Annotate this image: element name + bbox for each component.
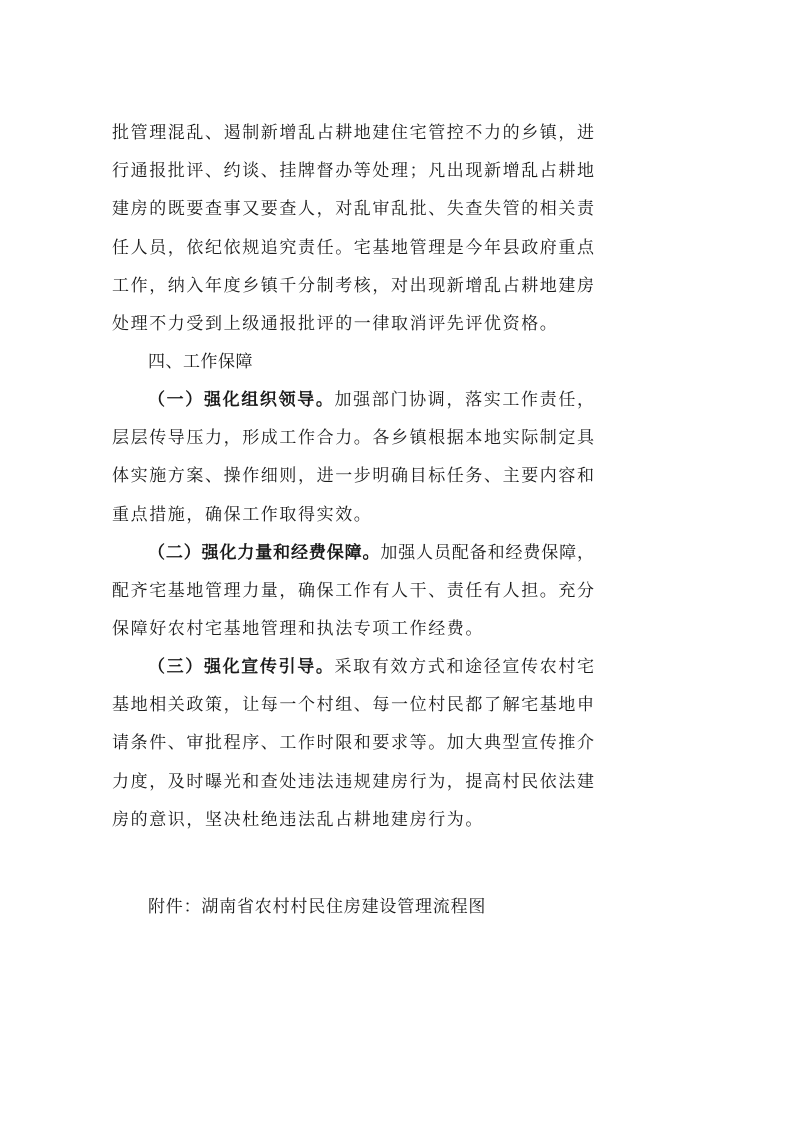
paragraph-line: 任人员，依纪依规追究责任。宅基地管理是今年县政府重点 [112, 238, 594, 258]
paragraph-line: 体实施方案、操作细则，进一步明确目标任务、主要内容和 [112, 466, 594, 486]
paragraph-line: 房的意识，坚决杜绝违法乱占耕地建房行为。 [112, 810, 484, 830]
paragraph-line: 批管理混乱、遏制新增乱占耕地建住宅管控不力的乡镇，进 [112, 123, 594, 143]
subsection-first-line [148, 389, 594, 411]
subsection-first-line [148, 656, 594, 678]
paragraph-line: 工作，纳入年度乡镇千分制考核，对出现新增乱占耕地建房 [112, 276, 594, 296]
paragraph-line: 基地相关政策，让每一个村组、每一位村民都了解宅基地申 [112, 695, 594, 715]
subsection-title: （一）强化组织领导。 [148, 390, 335, 410]
paragraph-line: 配齐宅基地管理力量，确保工作有人干、责任有人担。充分 [112, 581, 594, 601]
paragraph-text: 加强部门协调，落实工作责任， [334, 390, 595, 410]
paragraph-line: 建房的既要查事又要查人，对乱审乱批、失查失管的相关责 [112, 199, 594, 219]
paragraph-line: 请条件、审批程序、工作时限和要求等。加大典型宣传推介 [112, 733, 594, 753]
attachment-line: 附件：湖南省农村村民住房建设管理流程图 [148, 897, 487, 917]
paragraph-text: 采取有效方式和途径宣传农村宅 [334, 657, 595, 677]
paragraph-line: 层层传导压力，形成工作合力。各乡镇根据本地实际制定具 [112, 428, 594, 448]
paragraph-line: 力度，及时曝光和查处违法违规建房行为，提高村民依法建 [112, 772, 594, 792]
subsection-first-line [148, 542, 594, 564]
paragraph-line: 行通报批评、约谈、挂牌督办等处理；凡出现新增乱占耕地 [112, 161, 594, 181]
paragraph-text: 加强人员配备和经费保障， [380, 543, 594, 563]
subsection-title: （二）强化力量和经费保障。 [148, 543, 381, 563]
paragraph-line: 保障好农村宅基地管理和执法专项工作经费。 [112, 619, 484, 639]
subsection-title: （三）强化宣传引导。 [148, 657, 335, 677]
paragraph-line: 处理不力受到上级通报批评的一律取消评先评优资格。 [112, 314, 559, 334]
paragraph-line: 重点措施，确保工作取得实效。 [112, 505, 373, 525]
section-heading: 四、工作保障 [148, 352, 253, 372]
